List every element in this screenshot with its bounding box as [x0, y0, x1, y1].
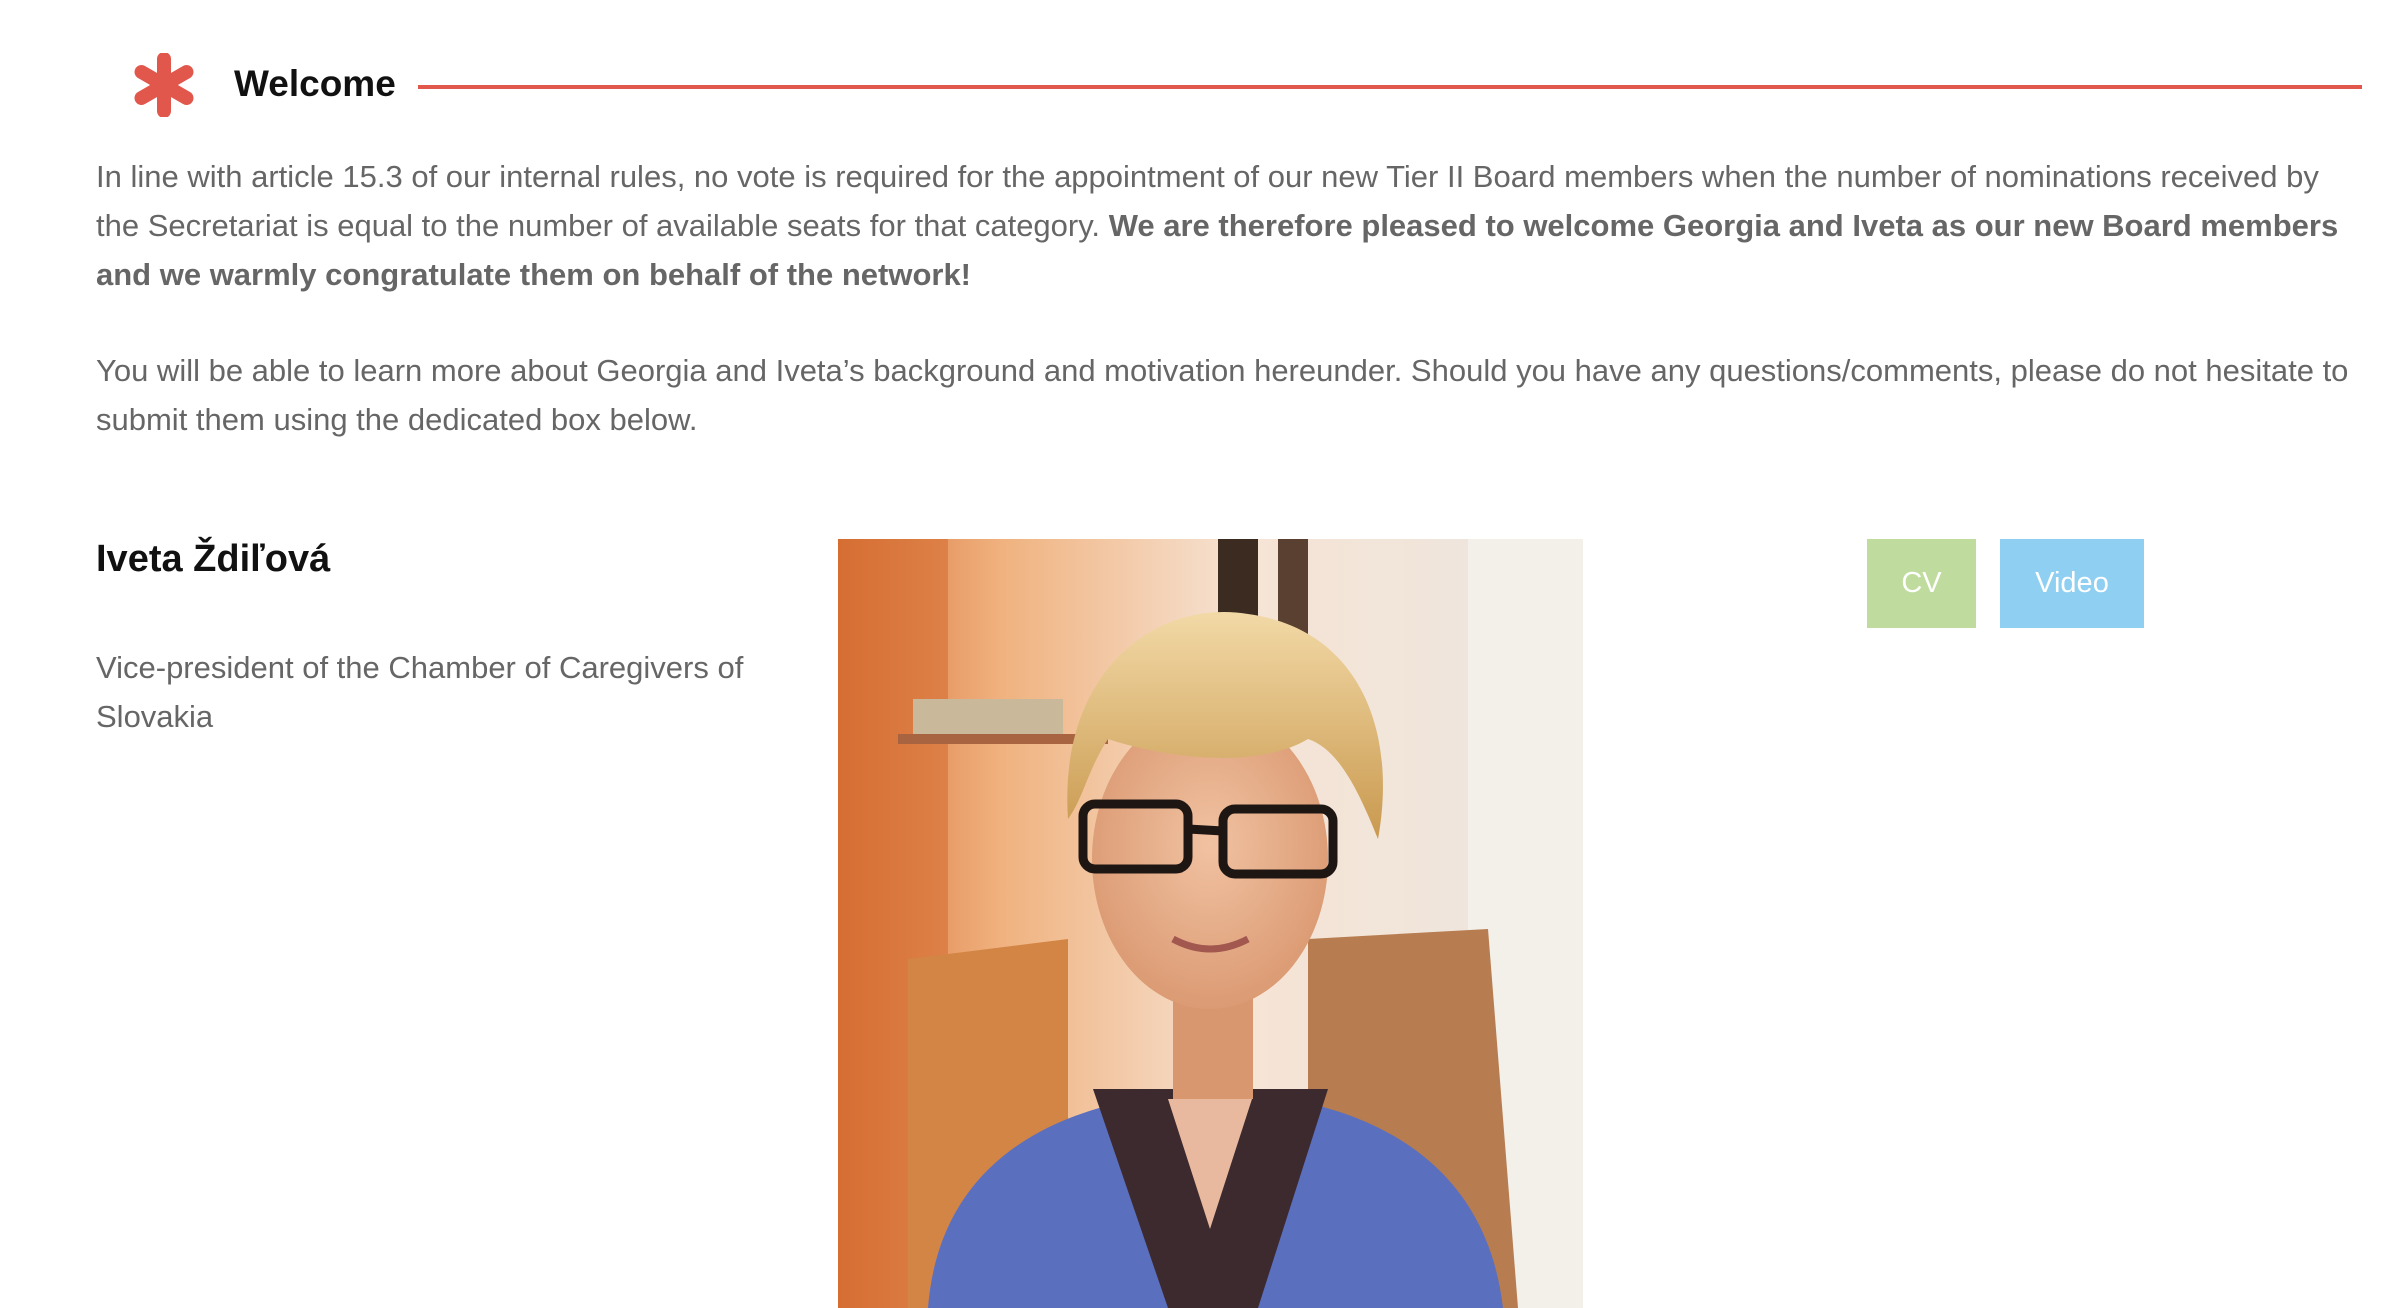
header-divider [418, 85, 2362, 89]
member-role: Vice-president of the Chamber of Caregivers of Slovakia [96, 650, 744, 734]
asterisk-icon [132, 53, 196, 117]
cv-button[interactable]: CV [1867, 539, 1976, 628]
section-header [132, 50, 2362, 120]
section-title: Welcome [234, 63, 396, 104]
member-photo [838, 539, 1583, 1308]
intro-paragraph-1-plain: In line with article 15.3 of our internal rules, no vote is required for the appointment of our new Tier II Board members when the number of nominations received by the Secretariat is equal to the number of available seats for that category. [96, 159, 2319, 243]
intro-paragraph-1-bold: We are therefore pleased to welcome Georgia and Iveta as our new Board members and we warmly congratulate them on behalf of the network! [96, 208, 2339, 292]
video-button[interactable]: Video [2000, 539, 2144, 628]
intro-paragraph-2: You will be able to learn more about Georgia and Iveta’s background and motivation hereunder. Should you have any questions/comments, please do not hesitate to submit them using the dedicated box below. [96, 353, 2349, 437]
member-name: Iveta Ždiľová [96, 538, 331, 580]
intro-paragraph-1 [96, 152, 2366, 299]
intro-text [96, 152, 2366, 444]
